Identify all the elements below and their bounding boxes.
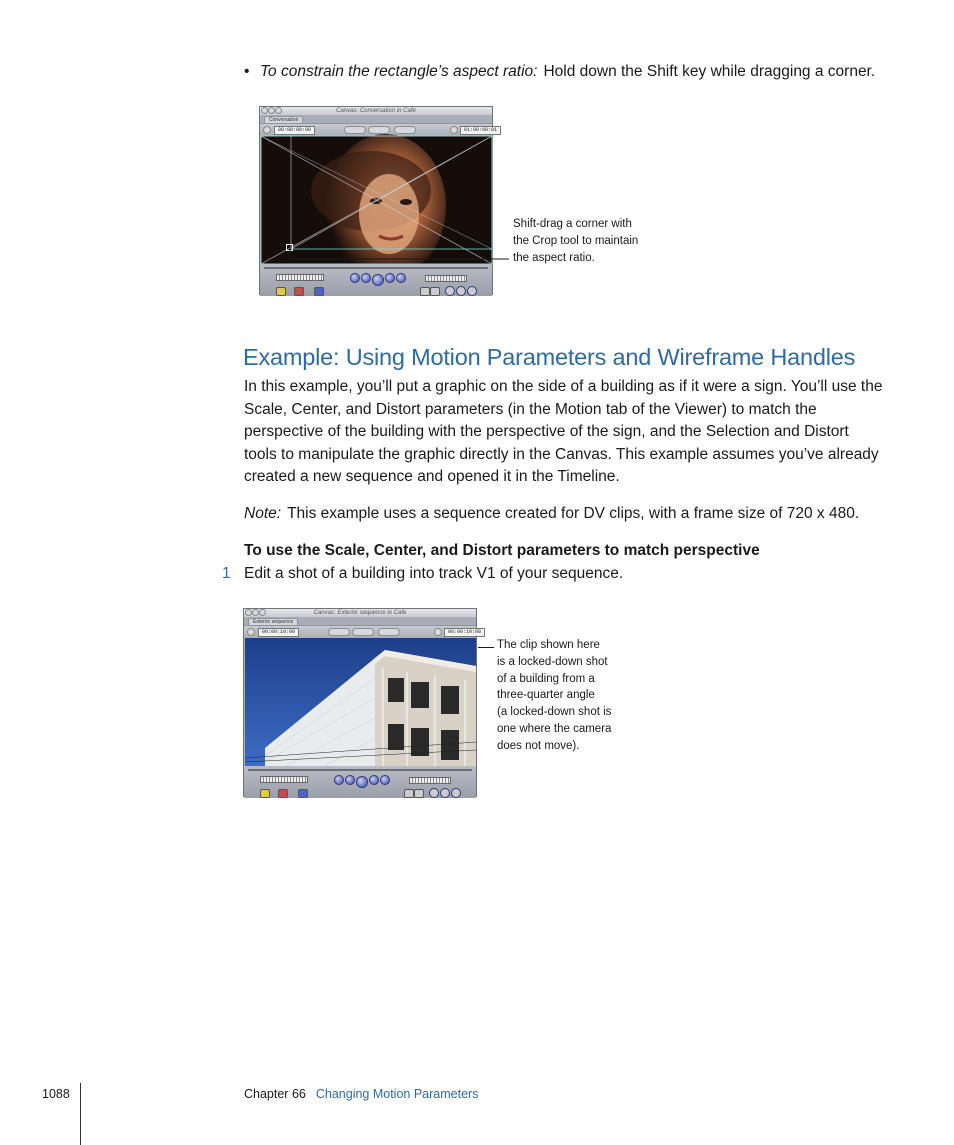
shuttle-slider [260, 776, 308, 783]
match-frame-icon [467, 286, 477, 296]
play-in-to-out-icon [334, 775, 344, 785]
replace-edit-icon [298, 789, 308, 798]
play-icon [356, 776, 368, 788]
jog-control [409, 777, 451, 784]
bullet-text: Hold down the Shift key while dragging a corner. [543, 63, 876, 80]
timecode-current: 00:00:10:00 [444, 628, 485, 637]
add-keyframe-icon [456, 286, 466, 296]
chapter-label: Chapter 66 [244, 1087, 306, 1101]
callout-line: The clip shown here [497, 639, 600, 651]
step-text: Edit a shot of a building into track V1 of your sequence. [244, 565, 624, 582]
clock-icon [434, 628, 442, 636]
close-icon [261, 107, 268, 114]
scrubber-bar [264, 267, 488, 269]
canvas-top-bar [260, 123, 498, 136]
callout-leader-line-1 [289, 245, 511, 261]
callout-line: the Crop tool to maintain [513, 234, 639, 247]
previous-edit-icon [361, 273, 371, 283]
note-label: Note: [244, 505, 282, 522]
body-paragraph: In this example, you’ll put a graphic on the side of a building as if it were a sign. You’ll use the Scale, Center, and Distort parameters (in the Motion tab of the Viewer) to match the perspective of the building with the perspective of the sign, and the Selection and Distort tools to manipulate the graphic directly in the Canvas. This example assumes you’ve already created a new sequence and opened it in the Timeline. [244, 378, 883, 486]
footer-chapter [244, 1087, 478, 1101]
page-number: 1088 [42, 1087, 70, 1101]
play-in-to-out-icon [350, 273, 360, 283]
overwrite-edit-icon [278, 789, 288, 798]
callout-line: (a locked-down shot is [497, 706, 612, 719]
step-number: 1 [222, 565, 231, 582]
add-marker-icon [429, 788, 439, 798]
zoom-icon [275, 107, 282, 114]
callout-line: one where the camera [497, 722, 612, 735]
callout-line: the aspect ratio. [513, 251, 595, 264]
building-image [245, 638, 476, 766]
callout-line: is a locked-down shot [497, 655, 608, 668]
bullet-symbol: • [244, 63, 250, 80]
match-frame-icon [451, 788, 461, 798]
add-marker-icon [445, 286, 455, 296]
canvas-video-frame [245, 638, 476, 766]
zoom-popup [344, 126, 366, 134]
previous-edit-icon [345, 775, 355, 785]
canvas-window-figure2 [243, 608, 482, 797]
play-around-icon [380, 775, 390, 785]
mark-in-icon [420, 287, 430, 296]
overlay-popup [394, 126, 416, 134]
sequence-tab: Conversation [264, 116, 303, 124]
window-title: Canvas: Conversation in Cafe [260, 107, 492, 115]
overlay-popup [378, 628, 400, 636]
callout-line: does not move). [497, 739, 580, 752]
play-around-icon [396, 273, 406, 283]
close-icon [245, 609, 252, 616]
note-text: This example uses a sequence created for DV clips, with a frame size of 720 x 480. [287, 505, 860, 522]
window-title: Canvas: Exterior sequence in Cafe [244, 609, 476, 617]
callout-figure1 [513, 216, 638, 266]
view-popup [368, 126, 390, 134]
timecode-duration: 00:00:10:00 [258, 628, 299, 637]
scrubber-bar [248, 769, 472, 771]
callout-line: of a building from a [497, 672, 595, 685]
footer-divider [80, 1083, 81, 1145]
insert-edit-icon [260, 789, 270, 798]
transport-controls [260, 264, 492, 296]
mark-in-icon [404, 789, 414, 798]
callout-figure2 [497, 637, 611, 755]
timecode-current: 01:00:00:01 [460, 126, 501, 135]
minimize-icon [252, 609, 259, 616]
insert-edit-icon [276, 287, 286, 296]
callout-line: Shift-drag a corner with [513, 218, 632, 230]
callout-line: three-quarter angle [497, 689, 595, 702]
play-icon [372, 274, 384, 286]
view-popup [352, 628, 374, 636]
canvas-top-bar [244, 625, 482, 638]
mark-out-icon [414, 789, 424, 798]
next-edit-icon [369, 775, 379, 785]
bullet-lead: To constrain the rectangle’s aspect ratio: [260, 63, 538, 80]
playhead-sync-icon [247, 628, 255, 636]
next-edit-icon [385, 273, 395, 283]
task-heading: To use the Scale, Center, and Distort parameters to match perspective [244, 542, 760, 559]
note [244, 505, 859, 523]
zoom-icon [259, 609, 266, 616]
playhead-sync-icon [263, 126, 271, 134]
add-keyframe-icon [440, 788, 450, 798]
transport-controls [244, 766, 476, 798]
chapter-title: Changing Motion Parameters [315, 1087, 479, 1101]
canvas-window-figure1 [259, 106, 498, 295]
timecode-duration: 00:00:00:00 [274, 126, 315, 135]
zoom-popup [328, 628, 350, 636]
section-heading: Example: Using Motion Parameters and Wireframe Handles [243, 344, 856, 370]
callout-leader-line-2 [478, 647, 494, 648]
replace-edit-icon [314, 287, 324, 296]
clock-icon [450, 126, 458, 134]
overwrite-edit-icon [294, 287, 304, 296]
shuttle-slider [276, 274, 324, 281]
jog-control [425, 275, 467, 282]
sequence-tab: Exterior sequence [248, 618, 298, 626]
mark-out-icon [430, 287, 440, 296]
bullet-item [244, 63, 875, 81]
minimize-icon [268, 107, 275, 114]
